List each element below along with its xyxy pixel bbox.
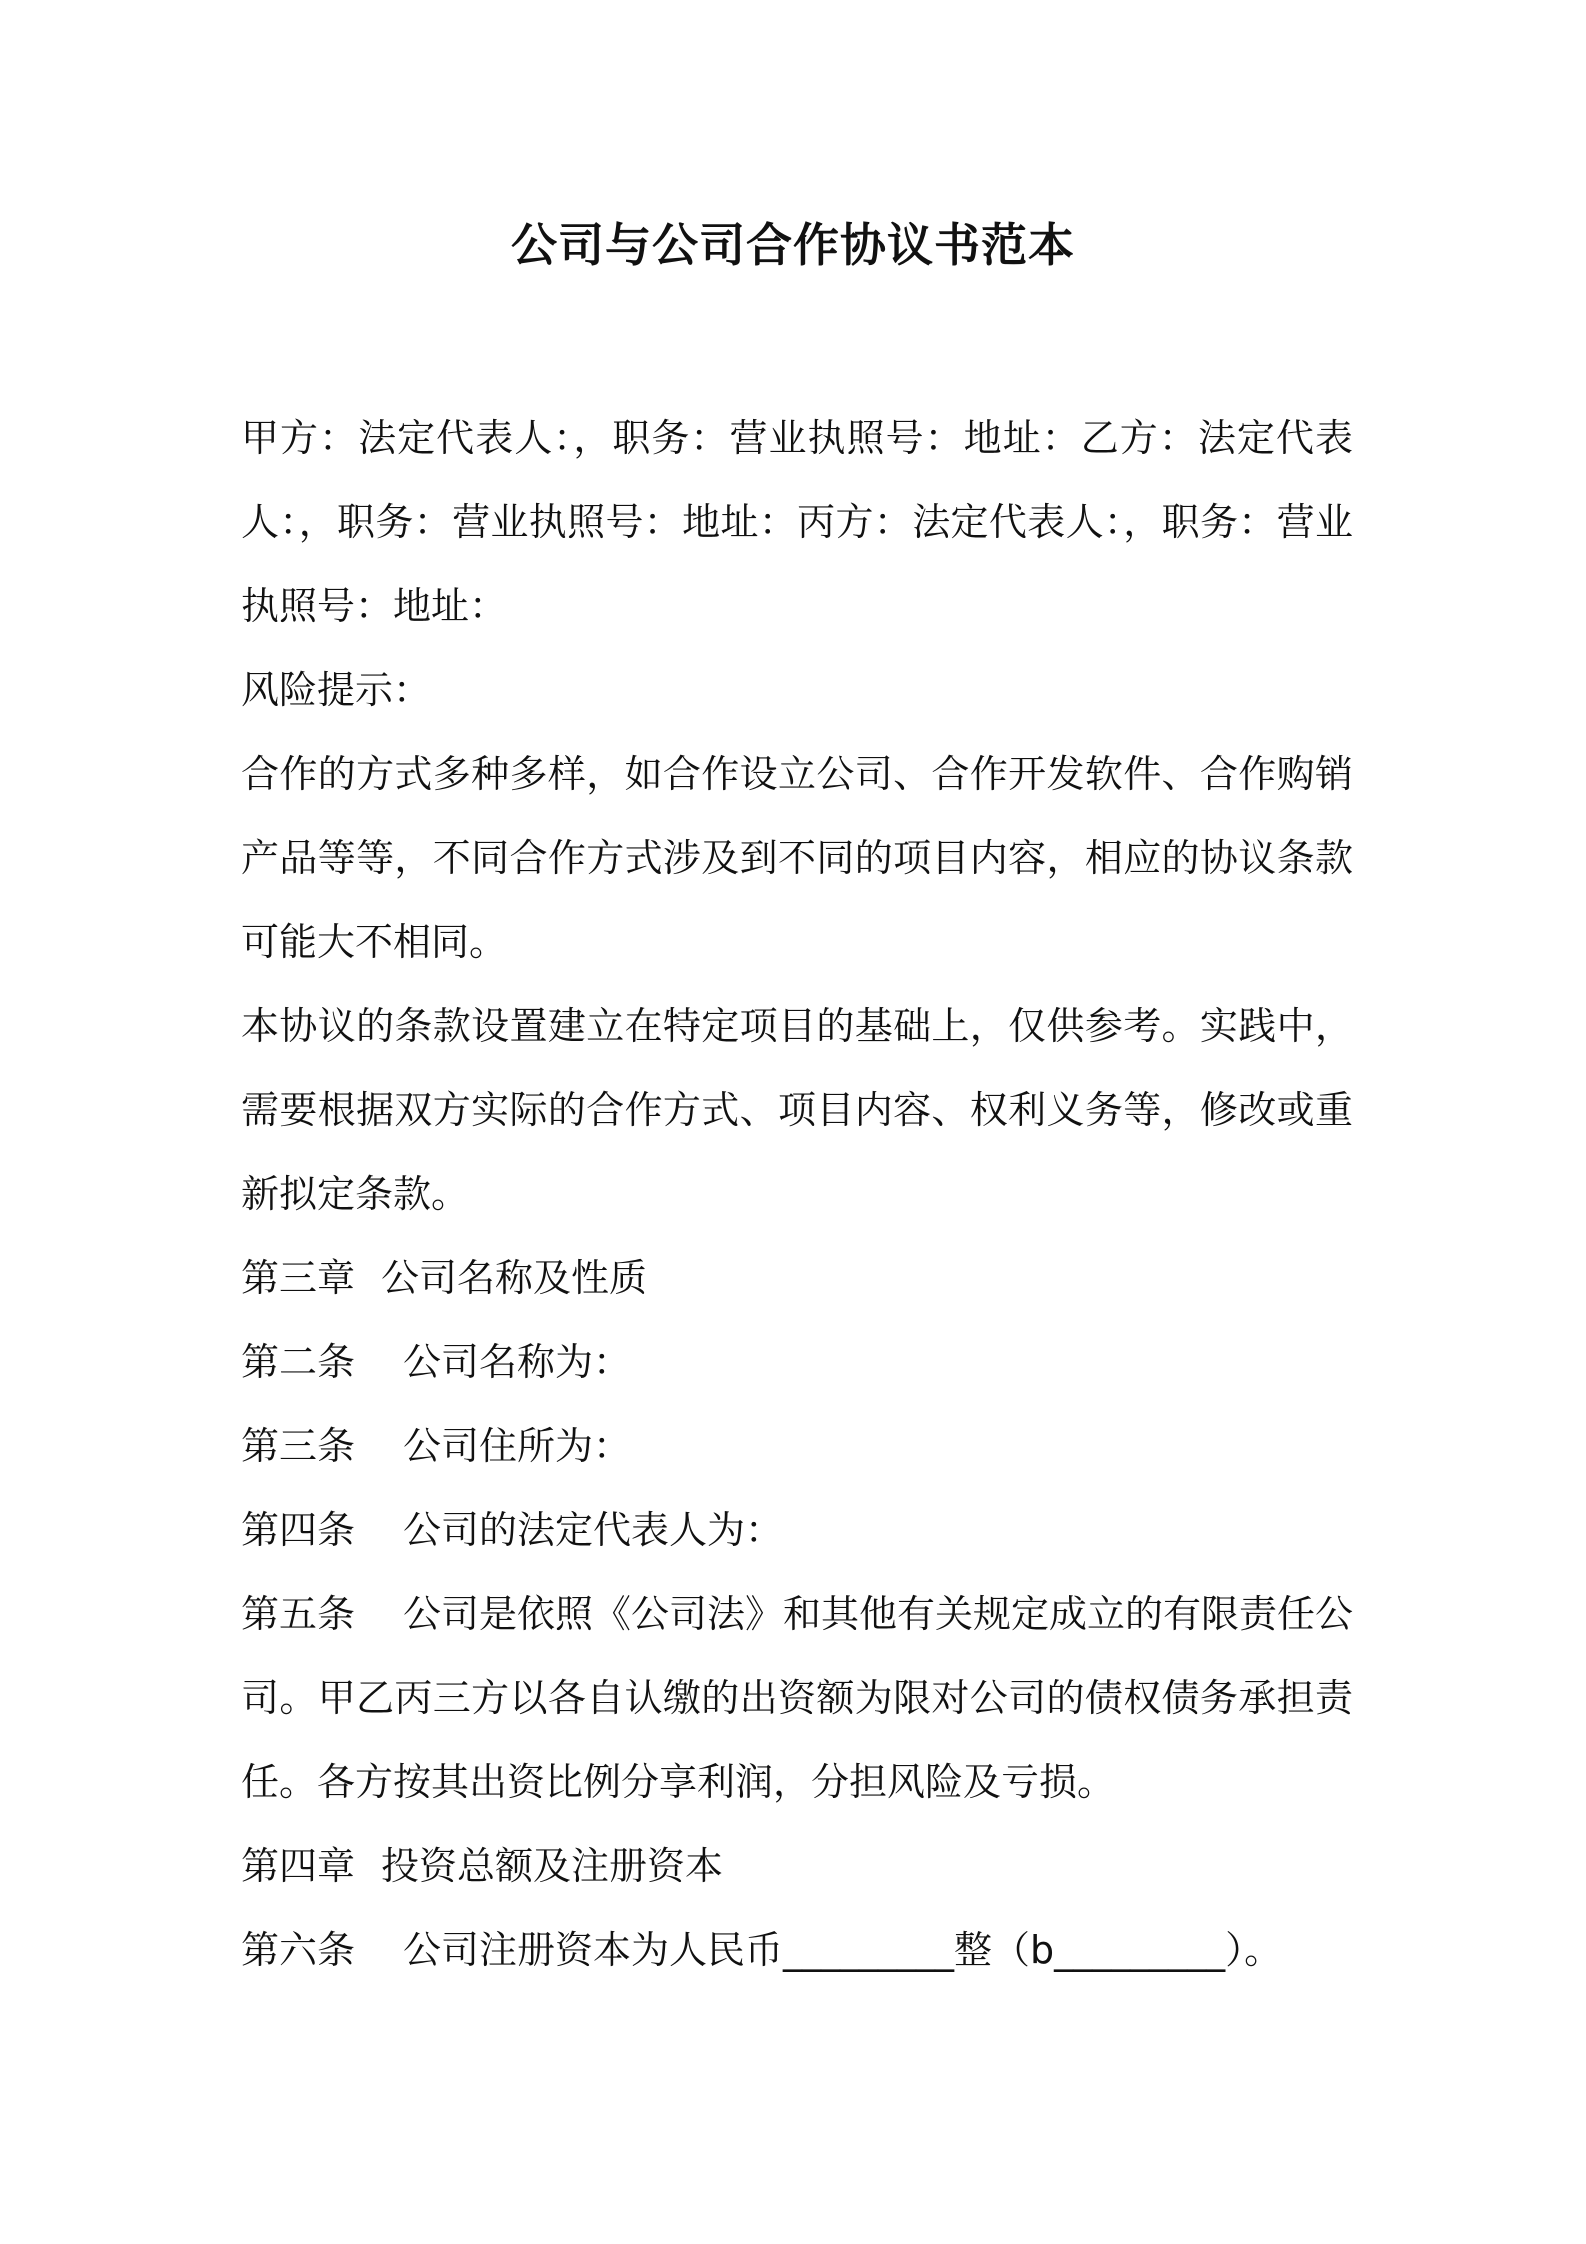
risk-paragraph-2: 本协议的条款设置建立在特定项目的基础上，仅供参考。实践中，需要根据双方实际的合作方式、项目内容、权利义务等，修改或重新拟定条款。 (241, 1004, 1353, 1216)
article-6-text: 公司注册资本为人民币_________整（b_________）。 (403, 1928, 1283, 1972)
document-body (241, 396, 1353, 1992)
chapter-4-text: 投资总额及注册资本 (381, 1844, 724, 1888)
article-2 (241, 1320, 1353, 1404)
article-6 (241, 1908, 1353, 1992)
article-6-label: 第六条 (241, 1928, 356, 1972)
chapter-3-heading (241, 1236, 1353, 1320)
chapter-3-text: 公司名称及性质 (381, 1256, 648, 1300)
article-3 (241, 1404, 1353, 1488)
article-2-text: 公司名称为： (403, 1340, 632, 1384)
chapter-4-label: 第四章 (241, 1844, 356, 1888)
risk-heading: 风险提示： (241, 668, 432, 712)
article-3-text: 公司住所为： (403, 1424, 632, 1468)
article-5-text: 公司是依照《公司法》和其他有关规定成立的有限责任公司。甲乙丙三方以各自认缴的出资额为限对公司的债权债务承担责任。各方按其出资比例分享利润，分担风险及亏损。 (241, 1592, 1354, 1804)
parties-paragraph: 甲方：法定代表人：，职务：营业执照号：地址：乙方：法定代表人：，职务：营业执照号：地址：丙方：法定代表人：，职务：营业执照号：地址： (241, 416, 1353, 628)
article-5 (241, 1572, 1353, 1824)
article-2-label: 第二条 (241, 1340, 356, 1384)
article-5-label: 第五条 (241, 1592, 356, 1636)
article-4-label: 第四条 (241, 1508, 356, 1552)
article-3-label: 第三条 (241, 1424, 356, 1468)
document-title: 公司与公司合作协议书范本 (511, 218, 1075, 272)
article-4-text: 公司的法定代表人为： (403, 1508, 784, 1552)
chapter-3-label: 第三章 (241, 1256, 356, 1300)
chapter-4-heading (241, 1824, 1353, 1908)
article-4 (241, 1488, 1353, 1572)
risk-paragraph-1: 合作的方式多种多样，如合作设立公司、合作开发软件、合作购销产品等等，不同合作方式涉及到不同的项目内容，相应的协议条款可能大不相同。 (241, 752, 1353, 964)
